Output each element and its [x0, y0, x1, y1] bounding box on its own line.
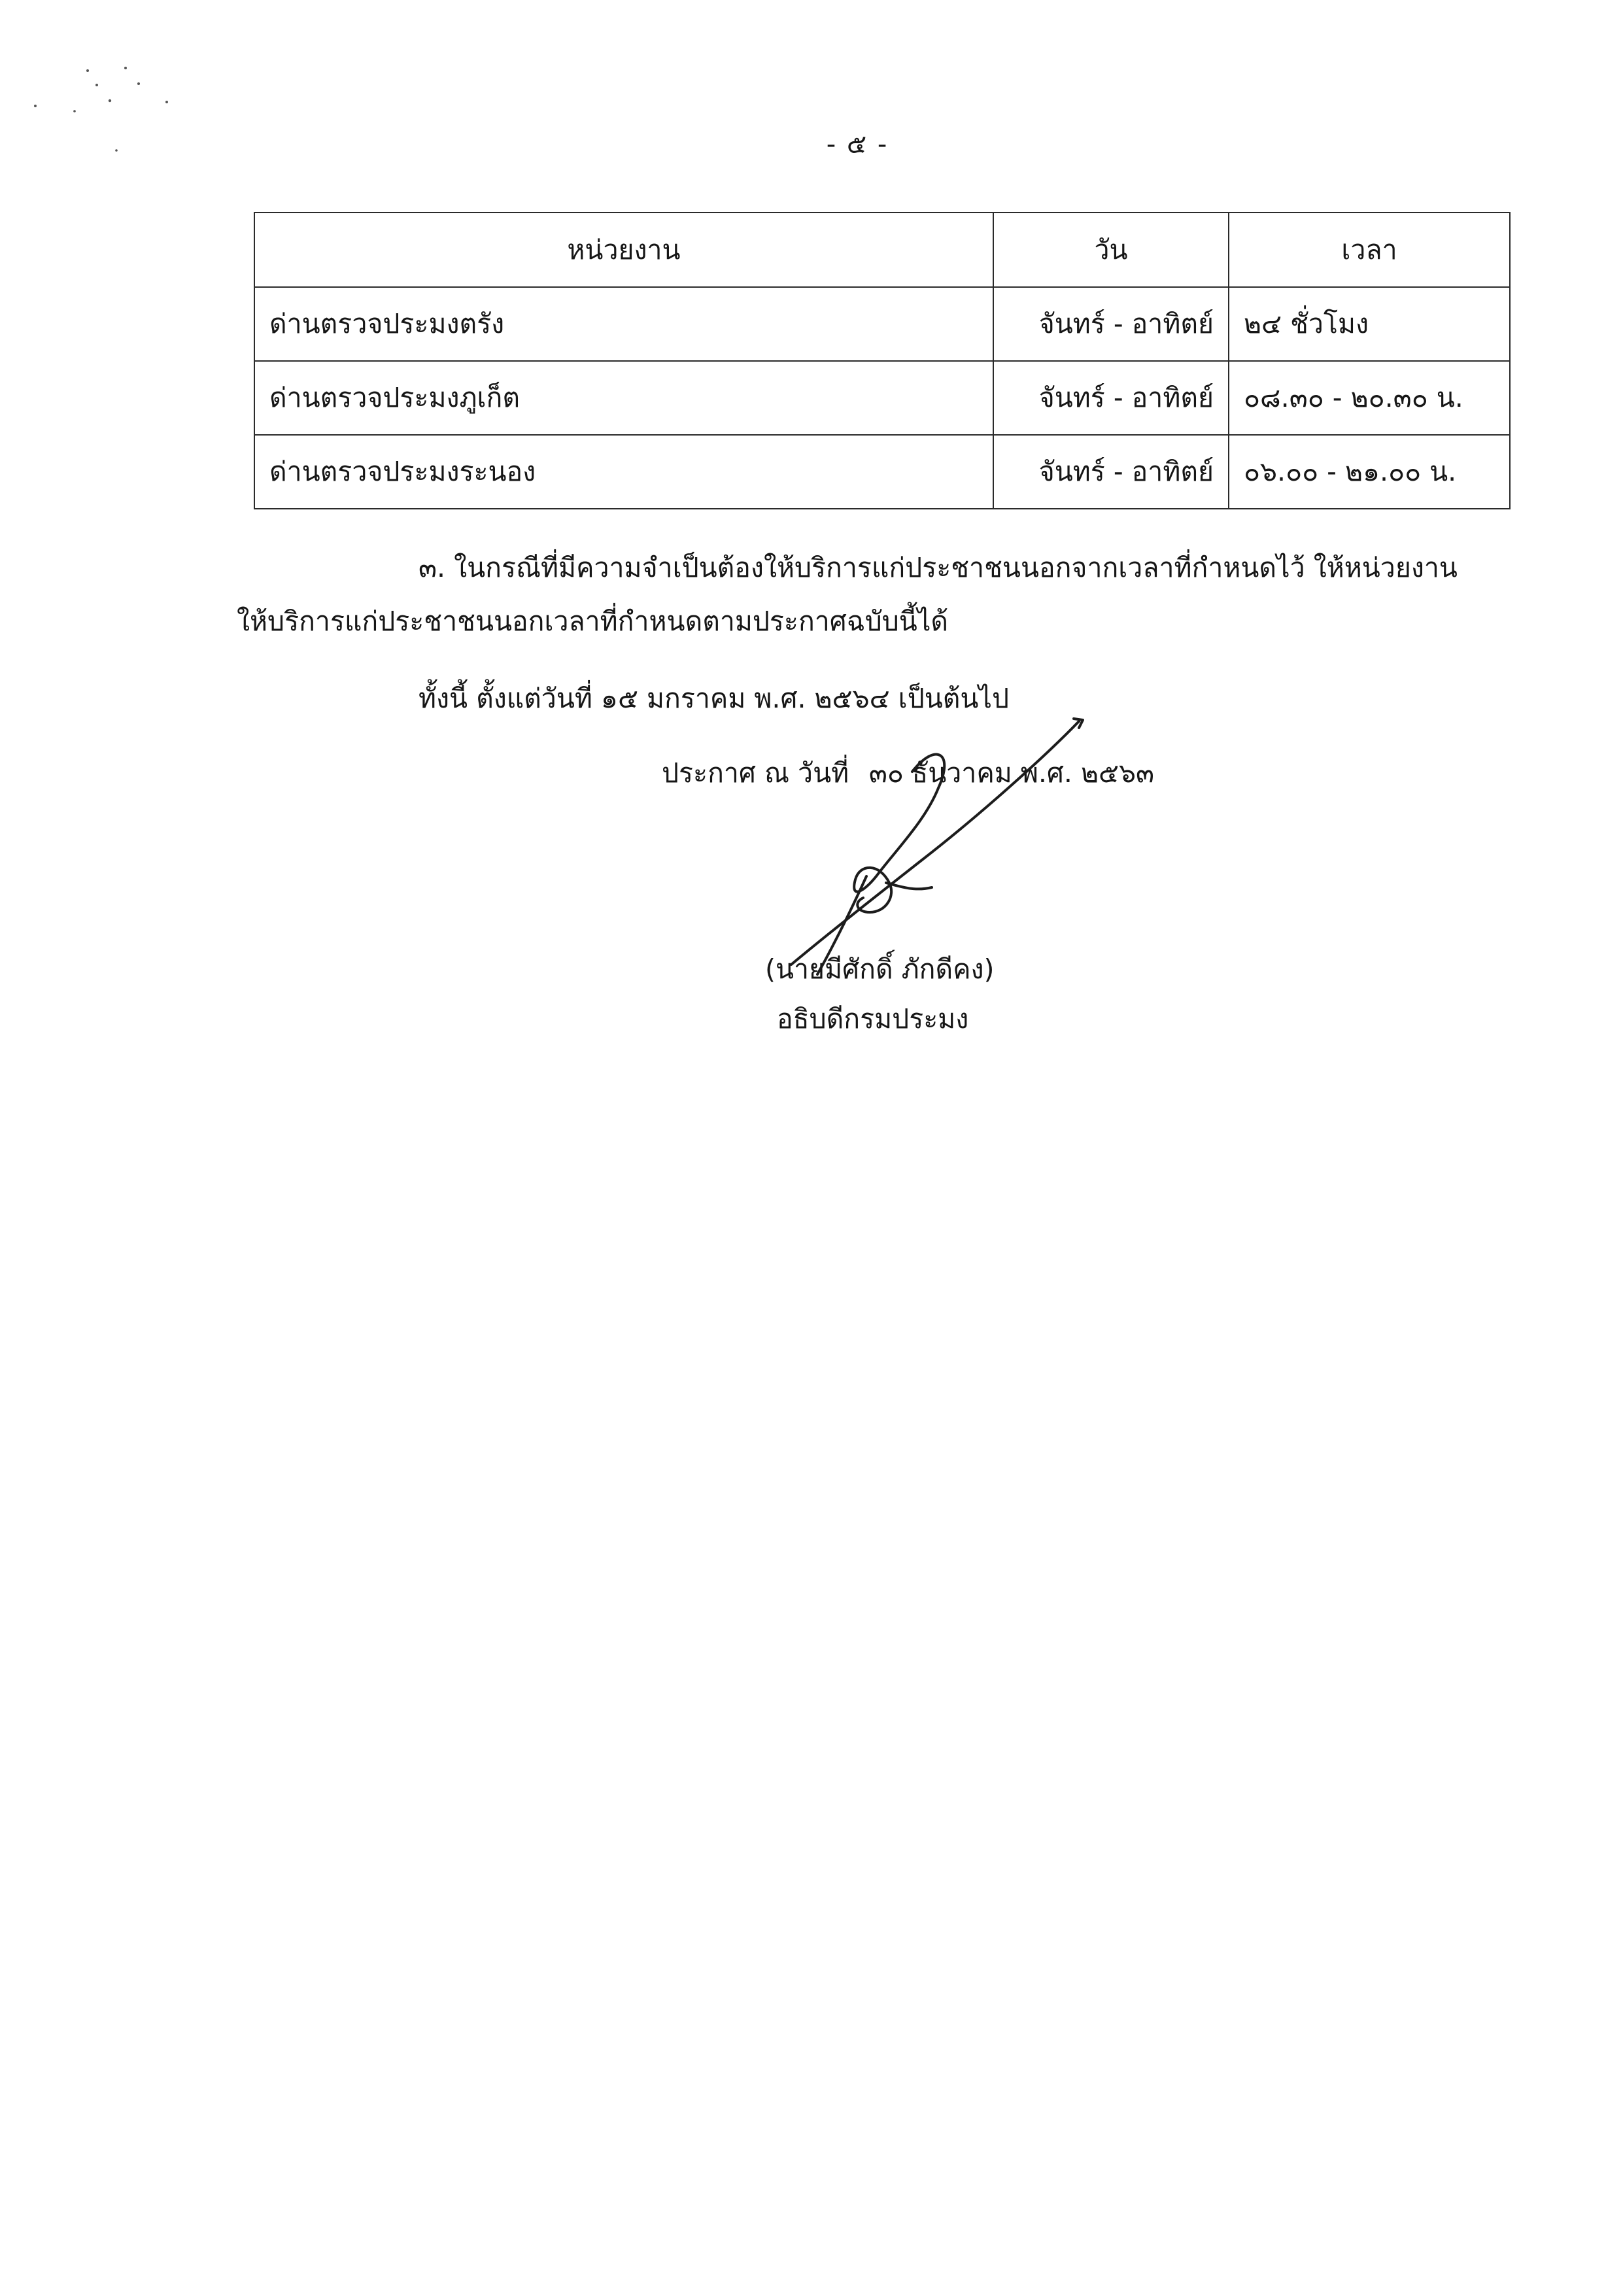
- table-row: [254, 361, 1510, 435]
- clause-3-line-2: ให้บริการแก่ประชาชนนอกเวลาที่กำหนดตามประกาศฉบับนี้ได้: [237, 606, 949, 637]
- cell-time: ๐๘.๓๐ - ๒๐.๓๐ น.: [1229, 361, 1510, 435]
- announcement-month-year: ธันวาคม พ.ศ. ๒๕๖๓: [912, 757, 1155, 789]
- header-day: วัน: [993, 213, 1229, 287]
- table-row: [254, 287, 1510, 361]
- cell-unit: ด่านตรวจประมงภูเก็ต: [254, 361, 993, 435]
- cell-day: จันทร์ - อาทิตย์: [993, 435, 1229, 509]
- signer-name: (นายมีศักดิ์ ภักดีคง): [765, 953, 995, 985]
- cell-unit: ด่านตรวจประมงระนอง: [254, 435, 993, 509]
- effective-date-text: ทั้งนี้ ตั้งแต่วันที่ ๑๕ มกราคม พ.ศ. ๒๕๖๔ เป็นต้นไป: [419, 683, 1010, 714]
- header-unit: หน่วยงาน: [254, 213, 993, 287]
- cell-unit: ด่านตรวจประมงตรัง: [254, 287, 993, 361]
- header-time: เวลา: [1229, 213, 1510, 287]
- announcement-prefix: ประกาศ ณ วันที่: [662, 757, 849, 789]
- table-row: [254, 435, 1510, 509]
- office-hours-table: [254, 212, 1511, 509]
- cell-day: จันทร์ - อาทิตย์: [993, 287, 1229, 361]
- cell-time: ๐๖.๐๐ - ๒๑.๐๐ น.: [1229, 435, 1510, 509]
- table-header-row: [254, 213, 1510, 287]
- cell-time: ๒๔ ชั่วโมง: [1229, 287, 1510, 361]
- page-number: - ๕ -: [826, 129, 889, 160]
- clause-3-line-1: ๓. ในกรณีที่มีความจำเป็นต้องให้บริการแก่ประชาชนนอกจากเวลาที่กำหนดไว้ ให้หน่วยงาน: [419, 552, 1458, 583]
- cell-day: จันทร์ - อาทิตย์: [993, 361, 1229, 435]
- announcement-day: ๓๐: [868, 757, 904, 789]
- signer-title: อธิบดีกรมประมง: [777, 1003, 969, 1035]
